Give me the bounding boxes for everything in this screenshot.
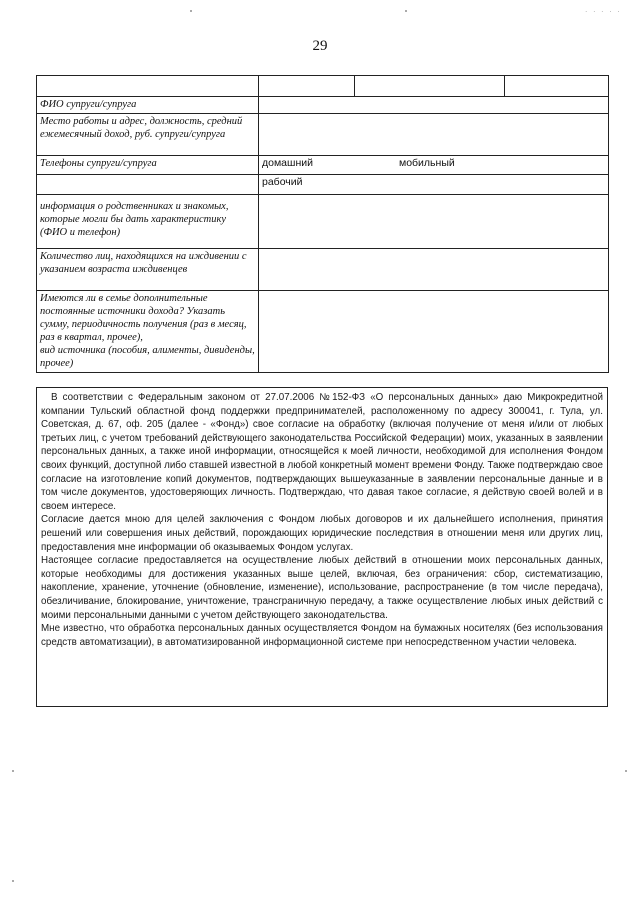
table-row-work-phone: [37, 175, 609, 195]
income-label-line: вид источника (пособия, алименты, дивиденды, прочее): [40, 345, 255, 369]
scan-speck: [12, 880, 14, 882]
spouse-name-field[interactable]: [259, 97, 609, 114]
page-number: 29: [312, 38, 328, 54]
table-row-spouse-name: [37, 97, 609, 114]
scan-speck: [625, 770, 627, 772]
phone-home-label: домашний: [262, 157, 313, 169]
personal-data-consent-block: [36, 387, 608, 707]
table-row-additional-income: [37, 291, 609, 373]
phone-home-mobile-field[interactable]: [259, 156, 609, 175]
phone-work-label: рабочий: [262, 176, 303, 188]
consent-paragraph: Мне известно, что обработка персональных данных осуществляется Фондом на бумажных носителях (без использования средств автоматизации), в автоматизированной информационной системе при непосредственном участии человека.: [41, 623, 603, 648]
scan-speck: [405, 10, 407, 12]
scan-speck: [12, 770, 14, 772]
empty-cell: [37, 175, 259, 195]
table-row-spouse-phones: [37, 156, 609, 175]
consent-paragraph: Настоящее согласие предоставляется на осуществление любых действий в отношении моих персональных данных, которые необходимы для достижения указанных выше целей, включая, без ограничения: сбор, систематизацию, накопление, хранение, уточнение (обновление, изменение), использование, распространение (в том числе передача), обезличивание, блокирование, уничтожение, трансграничную передачу, а также осуществление любых иных действий с моими персональными данными с учетом действующего законодательства.: [41, 555, 603, 621]
spouse-name-label: ФИО супруги/супруга: [37, 97, 259, 114]
consent-paragraph: В соответствии с Федеральным законом от 27.07.2006 №152-ФЗ «О персональных данных» даю Микрокредитной компании Тульский областной фонд поддержки предпринимателей, расположенному по адресу 300041, г. Тула, ул. Советская, д. 67, оф. 205 (далее - «Фонд») свое согласие на обработку (включая получение от меня и/или от любых третьих лиц, с учетом требований действующего законодательства Российской Федерации) моих, указанных в заявлении персональных данных, а также иной информации, относящейся к моей личности, необходимой для исполнения Фондом своих функций, доступной либо ставшей известной в любой конкретный момент времени Фонду. Также подтверждаю свое согласие на изготовление копий документов, подтверждающих вышеуказанные в заявлении персональные данные и в том числе документов, удостоверяющих личность. Подтверждаю, что давая такое согласие, я действую своей волей и в своем интересе.: [41, 392, 603, 512]
table-row-relatives: [37, 195, 609, 249]
table-row-dependents: [37, 249, 609, 291]
additional-income-label: [37, 291, 259, 373]
relatives-label: информация о родственниках и знакомых, которые могли бы дать характеристику (ФИО и телефон): [37, 195, 259, 249]
table-row-top: [37, 76, 609, 97]
income-label-line: Имеются ли в семье дополнительные постоянные источники дохода? Указать сумму, периодичность получения (раз в месяц, раз в квартал, прочее),: [40, 293, 247, 343]
spouse-work-field[interactable]: [259, 114, 609, 156]
table-row-spouse-work: [37, 114, 609, 156]
dependents-label: Количество лиц, находящихся на иждивении с указанием возраста иждивенцев: [37, 249, 259, 291]
empty-cell[interactable]: [355, 76, 505, 97]
empty-cell: [37, 76, 259, 97]
phone-work-field[interactable]: [259, 175, 609, 195]
personal-info-table: [36, 75, 609, 373]
phone-mobile-label: мобильный: [398, 157, 455, 169]
relatives-field[interactable]: [259, 195, 609, 249]
additional-income-field[interactable]: [259, 291, 609, 373]
scan-speck: [190, 10, 192, 12]
dependents-field[interactable]: [259, 249, 609, 291]
empty-cell[interactable]: [505, 76, 609, 97]
empty-cell[interactable]: [259, 76, 355, 97]
spouse-phones-label: Телефоны супруги/супруга: [37, 156, 259, 175]
spouse-work-label: Место работы и адрес, должность, средний ежемесячный доход, руб. супруги/супруга: [37, 114, 259, 156]
consent-paragraph: Согласие дается мною для целей заключения с Фондом любых договоров и их дальнейшего исполнения, принятия решений или совершения иных действий, порождающих юридические последствия в отношении меня или других лиц, предоставления мне информации об оказываемых Фондом услугах.: [41, 514, 603, 553]
scan-specks: · · · · ·: [585, 8, 622, 16]
